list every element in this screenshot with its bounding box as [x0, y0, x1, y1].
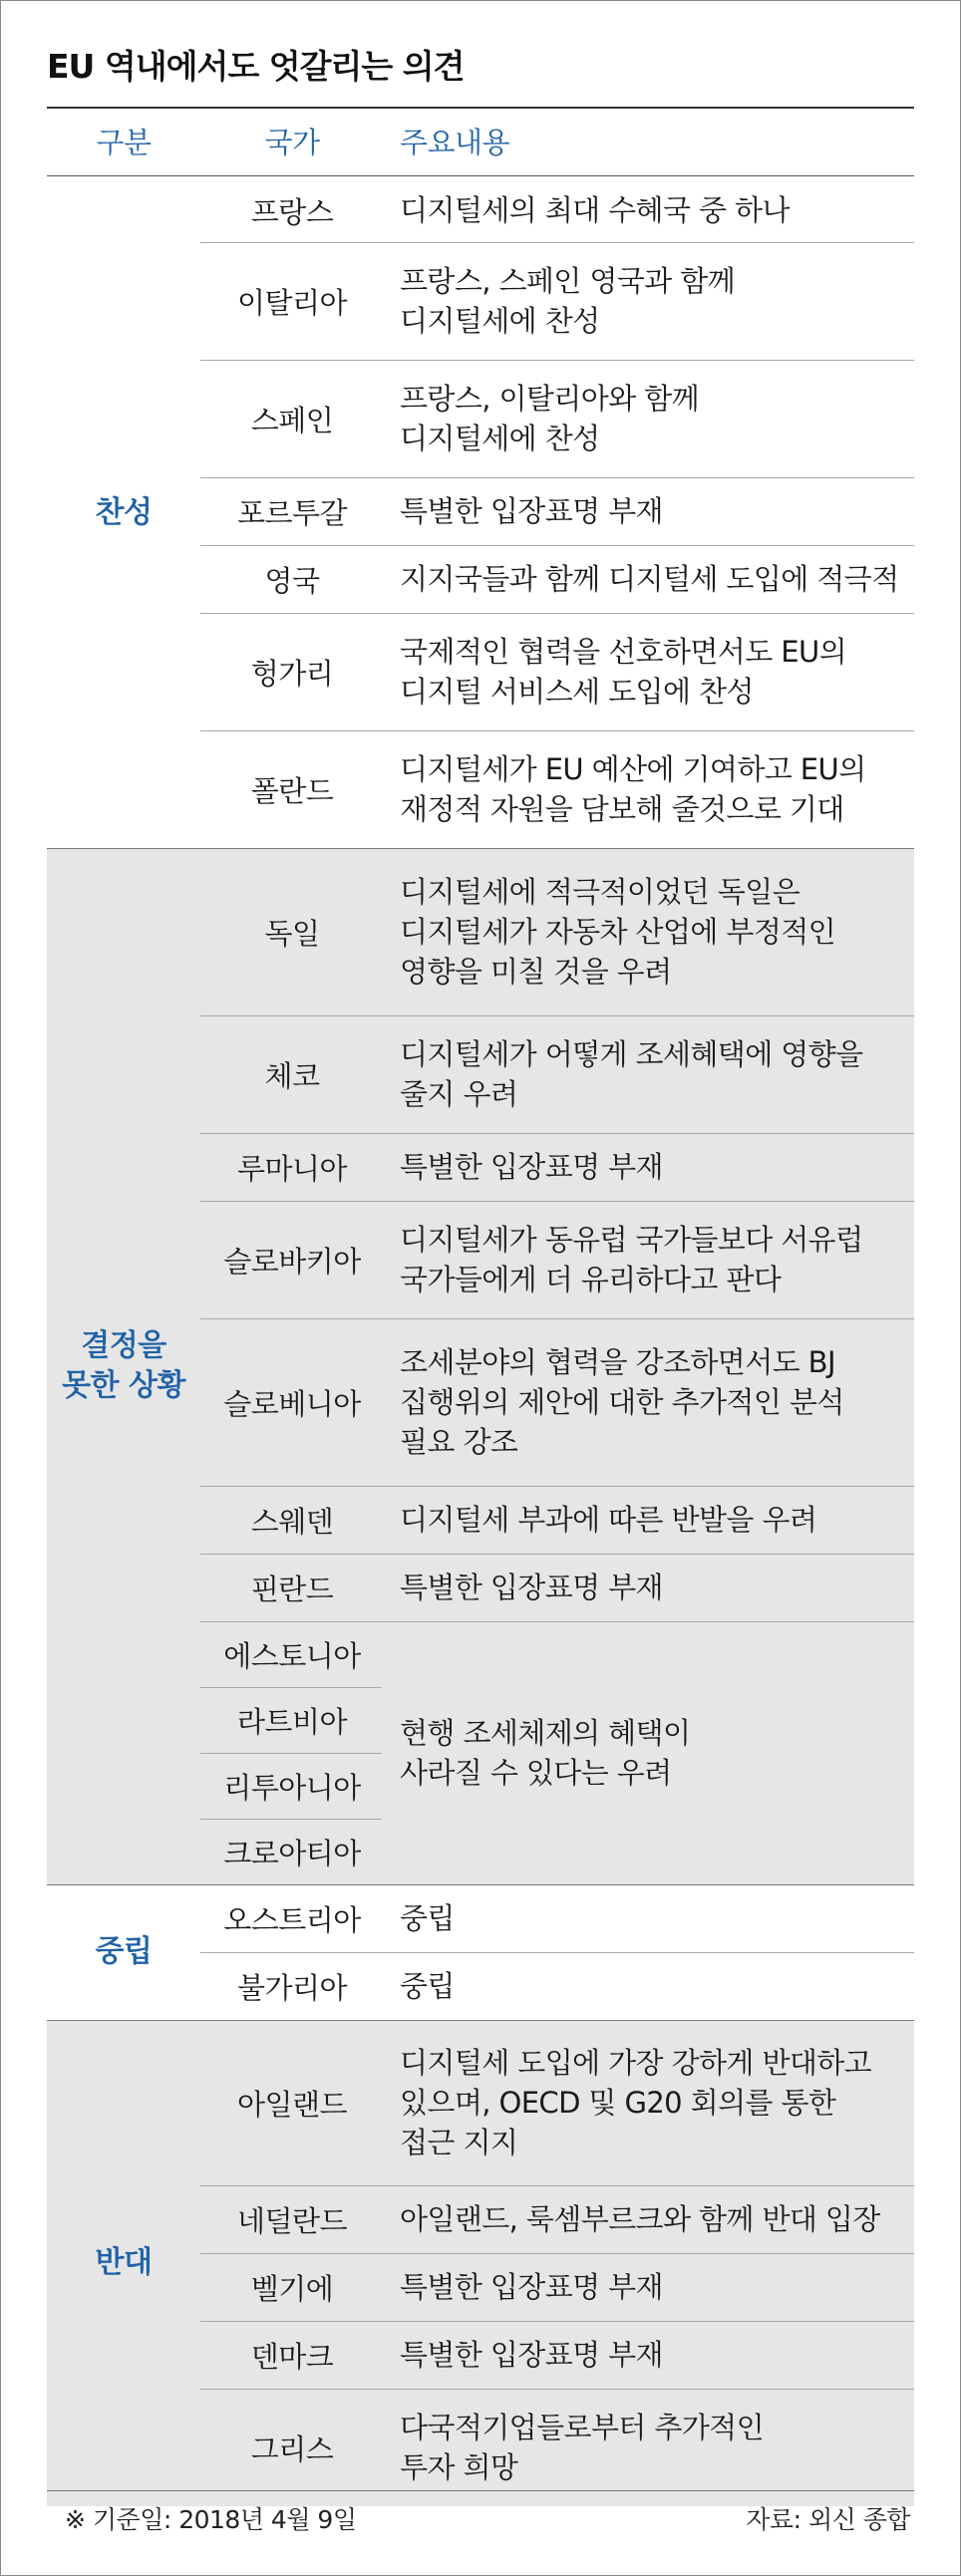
content-line: 디지털세에 적극적이었던 독일은: [400, 875, 801, 909]
content-line: 국가들에게 더 유리하다고 판다: [400, 1263, 782, 1296]
country-cell: 아일랜드: [236, 2087, 348, 2122]
group-label-line: 못한 상황: [62, 1368, 185, 1403]
group-label-line: 중립: [95, 1934, 153, 1969]
page-title: EU 역내에서도 엇갈리는 의견: [47, 47, 465, 86]
content-line: 특별한 입장표명 부재: [400, 1150, 663, 1184]
content-line: 특별한 입장표명 부재: [400, 2338, 663, 2372]
country-cell: 스페인: [250, 403, 334, 437]
country-cell: 덴마크: [250, 2339, 334, 2374]
content-line: 디지털세가 동유럽 국가들보다 서유럽: [400, 1223, 863, 1257]
header-country: 국가: [264, 126, 320, 159]
content-line: 집행위의 제안에 대한 추가적인 분석: [400, 1385, 844, 1419]
country-cell: 핀란드: [250, 1572, 334, 1606]
top-rule: [47, 107, 914, 109]
content-cell: [400, 477, 914, 545]
country-cell: 오스트리아: [223, 1902, 361, 1937]
country-cell: 네덜란드: [236, 2203, 348, 2238]
content-cell: [400, 2020, 914, 2185]
country-cell: 폴란드: [250, 773, 334, 808]
content-line: 사라질 수 있다는 우려: [400, 1756, 672, 1790]
content-line: 디지털세에 찬성: [400, 422, 600, 455]
country-cell: 불가리아: [236, 1970, 348, 2005]
group-label-line: 반대: [95, 2245, 153, 2280]
header-group: 구분: [96, 126, 152, 159]
country-cell: 슬로바키아: [223, 1244, 361, 1279]
content-line: 특별한 입장표명 부재: [400, 2270, 663, 2304]
country-cell: 그리스: [250, 2432, 334, 2466]
country-cell: 영국: [264, 563, 320, 598]
content-cell: [400, 1318, 914, 1486]
content-line: 줄지 우려: [400, 1077, 518, 1111]
content-cell: [400, 730, 914, 848]
content-cell: [400, 1884, 914, 1952]
content-cell: [400, 1554, 914, 1621]
content-cell: [400, 1486, 914, 1554]
country-cell: 독일: [264, 916, 320, 951]
content-cell: [400, 178, 914, 242]
content-line: 디지털 서비스세 도입에 찬성: [400, 675, 754, 709]
content-cell: [400, 848, 914, 1015]
content-line: 국제적인 협력을 선호하면서도 EU의: [400, 635, 847, 669]
content-cell: [400, 2321, 914, 2389]
content-line: 디지털세 부과에 따른 반발을 우려: [400, 1503, 817, 1537]
content-cell: [400, 1015, 914, 1133]
country-cell: 에스토니아: [223, 1638, 361, 1673]
content-cell: [400, 1201, 914, 1318]
group-label: [47, 1884, 200, 2020]
country-cell: 루마니아: [236, 1151, 348, 1186]
content-line: 조세분야의 협력을 강조하면서도 BJ: [400, 1345, 835, 1379]
group-label: [47, 848, 200, 1884]
content-line: 디지털세가 EU 예산에 기여하고 EU의: [400, 752, 866, 786]
country-cell: 스웨덴: [250, 1504, 334, 1539]
content-line: 프랑스, 스페인 영국과 함께: [400, 264, 736, 298]
group-label-line: 결정을: [81, 1328, 166, 1363]
country-cell: 벨기에: [250, 2271, 334, 2306]
content-cell: [400, 2185, 914, 2253]
content-line: 디지털세가 어떻게 조세혜택에 영향을: [400, 1037, 863, 1071]
content-line: 디지털세가 자동차 산업에 부정적인: [400, 915, 836, 949]
content-cell: [400, 2253, 914, 2321]
content-line: 중립: [400, 1901, 455, 1935]
header-rule: [47, 175, 914, 176]
content-line: 디지털세 도입에 가장 강하게 반대하고: [400, 2046, 872, 2080]
country-cell: 포르투갈: [236, 495, 348, 530]
content-line: 지지국들과 함께 디지털세 도입에 적극적: [400, 562, 899, 596]
country-cell: 체코: [264, 1058, 320, 1093]
content-cell: [400, 2389, 914, 2506]
content-cell: [400, 545, 914, 613]
header-content: 주요내용: [400, 126, 510, 159]
content-line: 아일랜드, 룩셈부르크와 함께 반대 입장: [400, 2202, 880, 2236]
country-cell: 슬로베니아: [223, 1386, 361, 1421]
content-line: 프랑스, 이탈리아와 함께: [400, 382, 699, 416]
group-label: [47, 2020, 200, 2506]
content-line: 재정적 자원을 담보해 줄것으로 기대: [400, 792, 844, 826]
country-cell: 이탈리아: [236, 285, 348, 320]
country-cell: 헝가리: [250, 656, 334, 691]
content-cell: [400, 613, 914, 730]
group-label: [47, 178, 200, 848]
content-cell: [400, 1952, 914, 2020]
country-cell: 크로아티아: [223, 1836, 361, 1870]
content-line: 특별한 입장표명 부재: [400, 494, 663, 528]
content-cell: [400, 1621, 914, 1884]
country-cell: 프랑스: [250, 194, 334, 229]
group-label-line: 찬성: [95, 495, 153, 530]
content-cell: [400, 1133, 914, 1201]
content-line: 접근 지지: [400, 2126, 518, 2159]
content-line: 중립: [400, 1969, 455, 2003]
source-note: 자료: 외신 종합: [746, 2505, 910, 2534]
content-line: 필요 강조: [400, 1425, 518, 1459]
country-cell: 라트비아: [236, 1704, 348, 1739]
content-line: 디지털세의 최대 수혜국 중 하나: [400, 193, 790, 227]
content-line: 영향을 미칠 것을 우려: [400, 955, 672, 989]
content-line: 현행 조세체제의 혜택이: [400, 1716, 691, 1750]
content-line: 투자 희망: [400, 2450, 518, 2484]
content-line: 특별한 입장표명 부재: [400, 1571, 663, 1604]
content-cell: [400, 360, 914, 477]
footnote: ※ 기준일: 2018년 4월 9일: [65, 2505, 357, 2534]
content-line: 다국적기업들로부터 추가적인: [400, 2411, 765, 2444]
content-cell: [400, 242, 914, 360]
content-line: 디지털세에 찬성: [400, 304, 600, 338]
country-cell: 리투아니아: [223, 1770, 361, 1805]
content-line: 있으며, OECD 및 G20 회의를 통한: [400, 2086, 836, 2120]
